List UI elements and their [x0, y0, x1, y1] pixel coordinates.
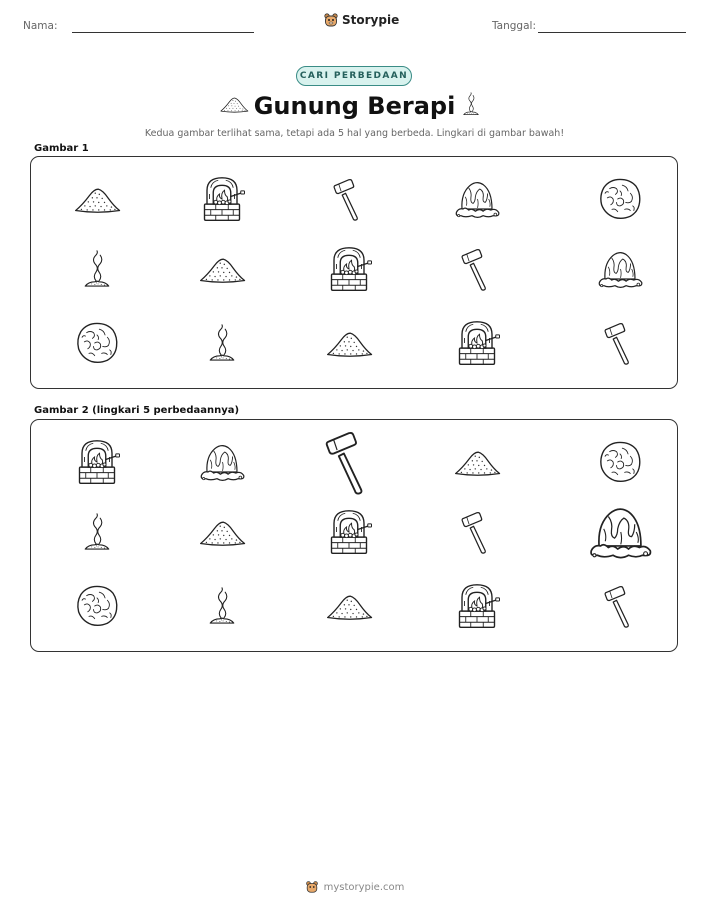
page-title: Gunung Berapi	[253, 92, 456, 120]
picture-2-r2-c5-lava-mound-large-icon[interactable]	[584, 501, 656, 563]
picture-1-r2-c2-ash-pile-icon	[196, 251, 248, 287]
picture-2-r2-c1-steam-vent-icon[interactable]	[81, 509, 113, 555]
picture-2-r3-c4-furnace-icon[interactable]	[452, 581, 502, 631]
picture-2-r2-c4-hammer-icon[interactable]	[460, 509, 494, 555]
footer-url[interactable]: mystorypie.com	[323, 881, 405, 893]
picture-1-r2-c4-hammer-icon	[460, 246, 494, 292]
picture-1-r1-c2-furnace-icon	[197, 174, 247, 224]
picture-1-r3-c5-hammer-icon	[603, 320, 637, 366]
picture-2-r3-c1-rock-icon[interactable]	[74, 583, 120, 629]
picture-2-r2-c3-furnace-icon[interactable]	[324, 507, 374, 557]
picture-2-r1-c4-ash-pile-icon[interactable]	[451, 444, 503, 480]
brand-name: Storypie	[342, 13, 400, 27]
picture-2-r2-c2-ash-pile-icon[interactable]	[196, 514, 248, 550]
picture-1-panel	[30, 156, 678, 389]
name-field[interactable]	[72, 32, 254, 33]
date-label: Tanggal:	[492, 20, 536, 32]
picture-1-label: Gambar 1	[34, 143, 89, 154]
name-label: Nama:	[23, 20, 58, 32]
brand-logo	[323, 12, 399, 28]
picture-2-label: Gambar 2 (lingkari 5 perbedaannya)	[34, 405, 240, 416]
picture-1-r3-c4-furnace-icon	[452, 318, 502, 368]
title-steam-vent-icon	[461, 90, 481, 122]
picture-1-r2-c5-lava-mound-icon	[595, 246, 645, 292]
picture-1-r2-c1-steam-vent-icon	[81, 246, 113, 292]
picture-1-r3-c3-ash-pile-icon	[323, 325, 375, 361]
picture-1-r3-c2-steam-vent-icon	[206, 320, 238, 366]
picture-2-r3-c5-hammer-icon[interactable]	[603, 583, 637, 629]
picture-1-r1-c1-ash-pile-icon	[71, 181, 123, 217]
activity-badge: CARI PERBEDAAN	[296, 66, 412, 86]
picture-1-r1-c3-hammer-icon	[332, 176, 366, 222]
picture-2-r3-c2-steam-vent-icon[interactable]	[206, 583, 238, 629]
picture-2-r1-c2-lava-mound-icon[interactable]	[197, 439, 247, 485]
picture-2-panel[interactable]	[30, 419, 678, 652]
picture-2-r1-c3-hammer-large-icon[interactable]	[323, 428, 375, 496]
date-field[interactable]	[538, 32, 686, 33]
picture-1-r1-c5-rock-icon	[597, 176, 643, 222]
instructions: Kedua gambar terlihat sama, tetapi ada 5 hal yang berbeda. Lingkari di gambar bawah!	[144, 128, 565, 139]
footer	[0, 880, 709, 894]
picture-1-r3-c1-rock-icon	[74, 320, 120, 366]
picture-2-r1-c1-furnace-icon[interactable]	[72, 437, 122, 487]
picture-1-r1-c4-lava-mound-icon	[452, 176, 502, 222]
storypie-mascot-icon	[323, 12, 339, 28]
picture-2-r3-c3-ash-pile-icon[interactable]	[323, 588, 375, 624]
picture-1-r2-c3-furnace-icon	[324, 244, 374, 294]
picture-2-r1-c5-rock-icon[interactable]	[597, 439, 643, 485]
storypie-mascot-icon	[305, 880, 319, 894]
